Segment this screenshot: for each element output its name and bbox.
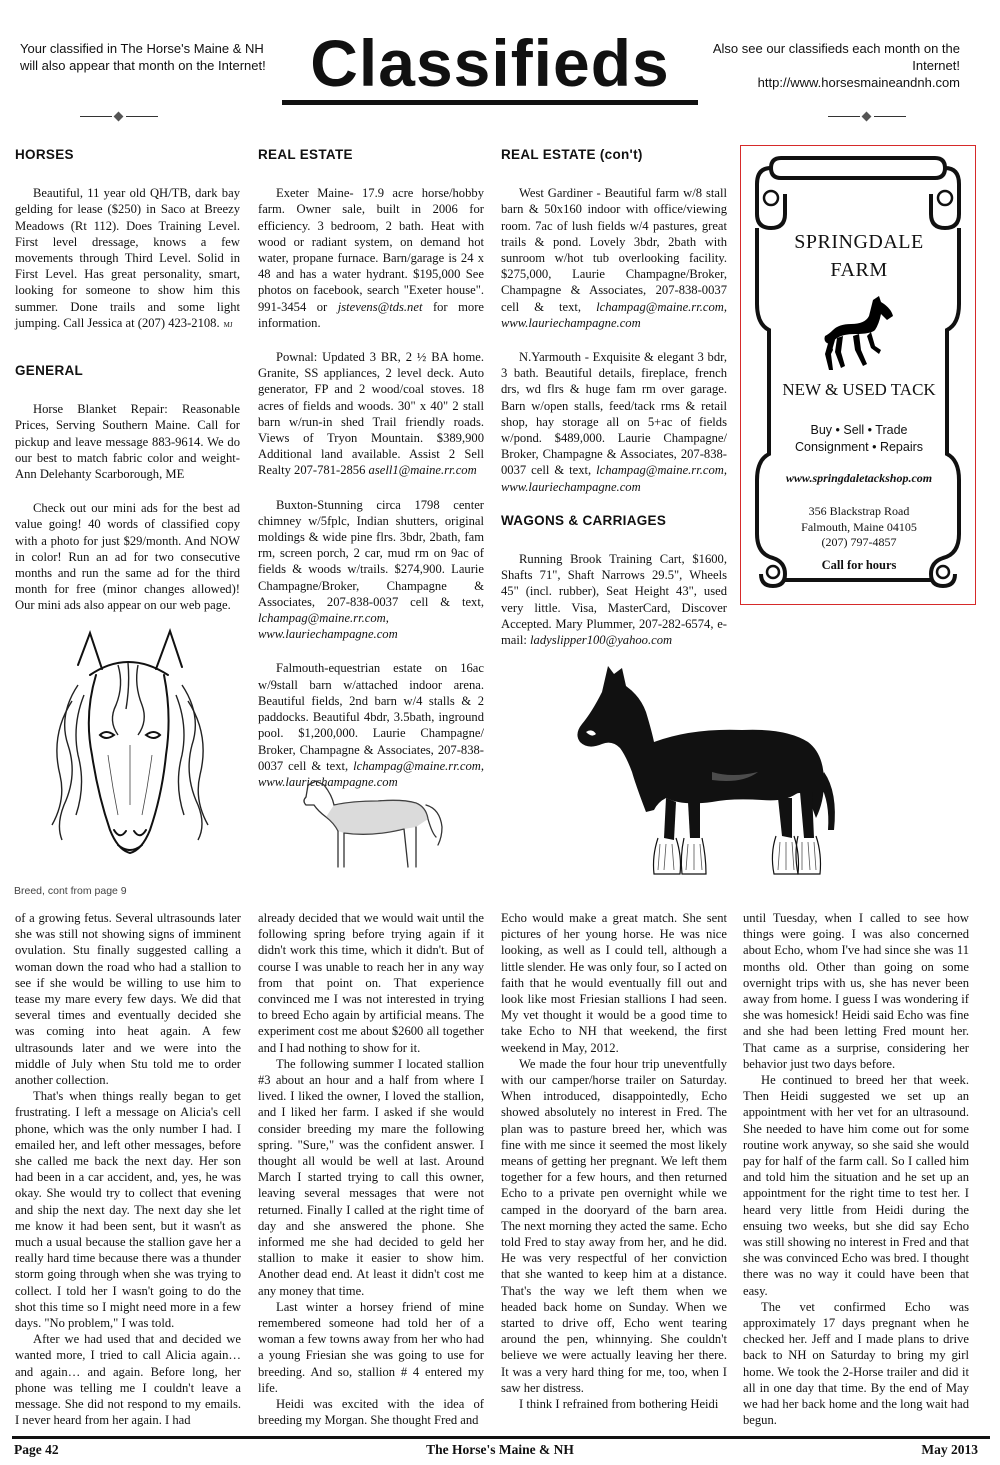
story-column-1: of a growing fetus. Several ultrasounds later she was still not showing signs of imminent ovulation. Stu finally suggested calling a woman down the road who had a stallion to see if she would be willing to use him to tease my mare every few days. We did that several times and eventually decided she was coming into heat again. A few ultrasounds later and we were into the middle of July when Stu told me to order another collection. That's when things really began to get frustrating. I left a message on Alicia's cell phone, which was the only number I had. I emailed her, and left other messages, before she called me back the next day. Her son had been in a car accident, and, yes, he was okay. She would try to collect that evening and ship the next day. The next day she let me know it had been sent, but it wasn't as much a usual because the stallion gave her a really hard time because there was a thunder storm going through when she was trying to collect. I told her I wasn't going to do the shot this time so I might need more in a few days. "No problem," I was told. After we had used that and decided we wanted more, I tried to call Alicia again… and again… and again. Before long, her phone was telling me I couldn't leave a message. She did not respond to my emails. I never heard from her again. I had: [15, 911, 241, 1428]
draft-horse-illustration: [562, 652, 852, 892]
classified-ad: West Gardiner - Beautiful farm w/8 stall barn & 50x160 indoor with office/viewing room. 7ac of lush fields w/4 pastures, great trails & pond. Lovely 3bdr, 2bath with sunroom w/hot tub overlooking facility. $275,000, Laurie Champagne/Broker, Champagne & Associates, 207-838-0037 cell & text, lchampag@maine.rr.com, www.lauriechampagne.com: [501, 186, 727, 330]
ad-email[interactable]: lchampag@maine.rr.com, www.lauriechampagne.com: [258, 611, 398, 642]
title-underline: [282, 100, 698, 105]
standing-horse-sketch: [298, 775, 448, 875]
ad-email[interactable]: asell1@maine.rr.com: [368, 463, 477, 478]
classified-ad: Beautiful, 11 year old QH/TB, dark bay gelding for lease ($250) in Saco at Breezy Meadows (Rt 112). Does Training Level. First level dressage, knows a few movements through Third Level. Solid in First Level. Has great personality, smart, looking for someone to show him this summer. Done trails and some light jumping. Call Jessica at (207) 423-2108. MJ: [15, 186, 240, 330]
story-column-2: already decided that we would wait until the following spring before trying again if it didn't work this time, which it didn't. But of course I was unable to reach her in any way from that point on. That experience convinced me I was not interested in trying to breed Echo again by artificial means. The experiment cost me about $2600 all together and I had nothing to show for it. The following summer I located stallion #3 about an hour and a half from where I lived. I liked the owner, I loved the stallion, and I liked her farm. I asked if she would consider breeding my mare the following spring. "Sure," was the confident answer. I thought all would be well at last. Around March I started trying to call this owner, leaving several messages that were not returned. Finally I called at the right time of day and she answered the phone. She informed me she had decided to geld her stallion to make it easier to show him. Another dead end. At least it didn't cost me any money that time. Last winter a horsey friend of mine remembered someone had told her of a woman a few towns away from her who had a young Friesian she was going to use for breeding. And so, stallion # 4 entered my life. Heidi was excited with the idea of breeding my Morgan. She thought Fred and: [258, 911, 484, 1428]
column-horses-general: [15, 147, 240, 632]
ad-email[interactable]: lchampag@maine.rr.com, www.lauriechampagne.com: [258, 758, 484, 789]
ornament-divider: [828, 113, 908, 121]
footer-rule: [12, 1436, 990, 1439]
ad-email[interactable]: ladyslipper100@yahoo.com: [530, 633, 673, 648]
publication-name: The Horse's Maine & NH: [426, 1442, 574, 1457]
page-number: Page 42: [14, 1442, 59, 1457]
story-continuation-caption: Breed, cont from page 9: [14, 885, 127, 897]
classified-ad: Horse Blanket Repair: Reasonable Prices, Serving Southern Maine. Call for pickup and leave message 883-9614. We do our best to match fabric color and weight-Ann Delehanty Scarborough, ME: [15, 402, 240, 482]
classified-ad: N.Yarmouth - Exquisite & elegant 3 bdr, 3 bath. Beautiful details, fireplace, french drs, wd flrs & huge fam rm over garage. Barn w/open stalls, feed/tack rms & retail shop, hay storage all on 5+ac of fields w/pond. $489,000. Laurie Champagne/ Broker, Champagne & Associates, 207-838-0037 cell & text, lchampag@maine.rr.com, www.lauriechampagne.com: [501, 350, 727, 494]
ad-address: 356 Blackstrap Road Falmouth, Maine 04105 (207) 797-4857: [801, 504, 917, 549]
section-heading-real-estate-cont: REAL ESTATE (con't): [501, 147, 643, 162]
classified-ad: Exeter Maine- 17.9 acre horse/hobby farm. Owner sale, built in 2006 for efficiency. 3 bedroom, 2 bath. Heat with wood or radiant system, on demand hot water, propane furnace. Barn/garage is 24 x 48 and has a water hydrant. $195,000 See photos on facebook, search "Exeter house". 991-3454 or jstevens@tds.net for more information.: [258, 186, 484, 330]
horse-silhouette-icon: [821, 294, 899, 374]
classified-ad: Falmouth-equestrian estate on 16ac w/9stall barn w/attached indoor arena. Beautiful fields, 2nd barn w/4 stalls & 2 paddocks. Beautiful 4bdr, 3.5bath, inground pool. $1,200,000. Laurie Champagne/ Broker, Champagne & Associates, 207-838-0037 cell & text, lchampag@maine.rr.com, www.lauriechampagne.com: [258, 661, 484, 789]
ad-services: Buy • Sell • Trade Consignment • Repairs: [794, 423, 924, 454]
ad-email[interactable]: lchampag@maine.rr.com, www.lauriechampagne.com: [501, 299, 727, 330]
column-real-estate-cont: [501, 147, 727, 666]
story-column-4: until Tuesday, when I called to see how things were going. I was also concerned about Echo, whom I've had since she was 11 months old. Other than going on some overnight trips with us, she has never been away from home. I guess I was wondering if she was homesick! Heidi said Echo was fine and she had been letting Fred mount her. That came as a surprise, considering her behavior just two days before. He continued to breed her that week. Then Heidi suggested we set up an appointment with her vet for an ultrasound. She needed to have him come out for some routine work anyway, so she said she would pay for half of the farm call. So I called him and told him the situation and he set up an appointment for the right time to test her. I heard very little from Heidi during the ensuing two weeks, but she did say Echo was still showing no interest in Fred and that she was convinced Echo was bred. I thought there was no way it could have been that easy. The vet confirmed Echo was approximately 17 days pregnant when he checked her. Jeff and I made plans to drive back to NH on Saturday to bring my girl home. We took the 2-Horse trailer and did it all in one day that time. By the end of May we had her back home and the long wait had begun.: [743, 911, 969, 1428]
ad-email[interactable]: lchampag@maine.rr.com, www.lauriechampagne.com: [501, 463, 727, 494]
ornament-divider: [80, 113, 160, 121]
ad-call-for-hours: Call for hours: [821, 558, 897, 572]
column-real-estate: [258, 147, 484, 808]
ad-farm-name: SPRINGDALE FARM: [794, 231, 924, 281]
story-column-3: Echo would make a great match. She sent pictures of her young horse. He was nice looking, as well as I could tell, although a little slender. He was only four, so I acted on faith that he would eventually fill out and look like most Friesian stallions I had seen. My vet thought it would be a good time to take Echo to NH that weekend, the first weekend in May, 2012. We made the four hour trip uneventfully with our camper/horse trailer on Saturday. When introduced, disappointedly, Echo showed absolutely no interest in Fred. The plan was to pasture breed her, which was fine with me since it seemed the most likely means of getting her pregnant. We left them together for a few hours, and then returned Echo to a private pen overnight while we camped in the dooryard of the barn area. The next morning they acted the same. Echo told Fred to stay away from her, and he did. He was very respectful of her conviction that she wanted to keep him at a distance. That's the way we left them when we headed back home on Sunday. When we started to drive off, Echo went tearing around the pen, whinnying. She couldn't believe we were actually leaving her there. It was a very hard thing for me, too, when I saw her distress. I think I refrained from bothering Heidi: [501, 911, 727, 1412]
page-title: Classifieds: [310, 26, 670, 100]
header-right-note: Also see our classifieds each month on the Internet! http://www.horsesmaineandnh.com: [712, 41, 960, 90]
section-heading-real-estate: REAL ESTATE: [258, 147, 353, 162]
ad-website-link[interactable]: www.springdaletackshop.com: [785, 471, 933, 485]
section-heading-wagons: WAGONS & CARRIAGES: [501, 512, 667, 528]
classified-ad: Check out our mini ads for the best ad value going! 40 words of classified copy with a photo for just $29/month. And NOW in color! Run an ad for two consecutive months and run the same ad for the third month for free (minor changes allowed)! Our mini ads also appear on our web page.: [15, 501, 240, 613]
ad-email[interactable]: jstevens@tds.net: [337, 299, 423, 314]
header-left-note: Your classified in The Horse's Maine & NH will also appear that month on the Internet!: [20, 41, 266, 73]
issue-date: May 2013: [921, 1442, 978, 1457]
section-heading-horses: HORSES: [15, 147, 74, 162]
classified-ad: Pownal: Updated 3 BR, 2 ½ BA home. Granite, SS appliances, 2 level deck. Auto generator, FP and 2 wood/coal stoves. 18 acres of fields and woods. 30" x 40" 2 stall barn w/run-in shed Trail friendly roads. Views of Tryon Mountain. $389,900 Additional land available. Assist 2 Sell Realty 207-781-2856 asell1@maine.rr.com: [258, 350, 484, 478]
classified-ad: Buxton-Stunning circa 1798 center chimney w/5fplc, Indian shutters, original moldings & wide pine flrs. 3bdr, 2bath, fam rm, screen porch, 2 car, mud rm on 9ac of fields & woods w/trails. $274,900. Laurie Champagne/Broker, Champagne & Associates, 207-838-0037 cell & text, lchampag@maine.rr.com, www.lauriechampagne.com: [258, 497, 484, 642]
classified-ad: Running Brook Training Cart, $1600, Shafts 71", Shaft Narrows 29.5", Wheels 45" (incl. rubber), Seat Height 43", used very little. Visa, MasterCard, Discover Accepted. Mary Plummer, 207-282-6574, e-mail: ladyslipper100@yahoo.com: [501, 552, 727, 648]
ad-tagline: NEW & USED TACK: [782, 380, 936, 399]
section-heading-general: GENERAL: [15, 363, 84, 379]
springdale-farm-ad[interactable]: [740, 145, 976, 605]
horse-head-illustration: [38, 625, 220, 870]
